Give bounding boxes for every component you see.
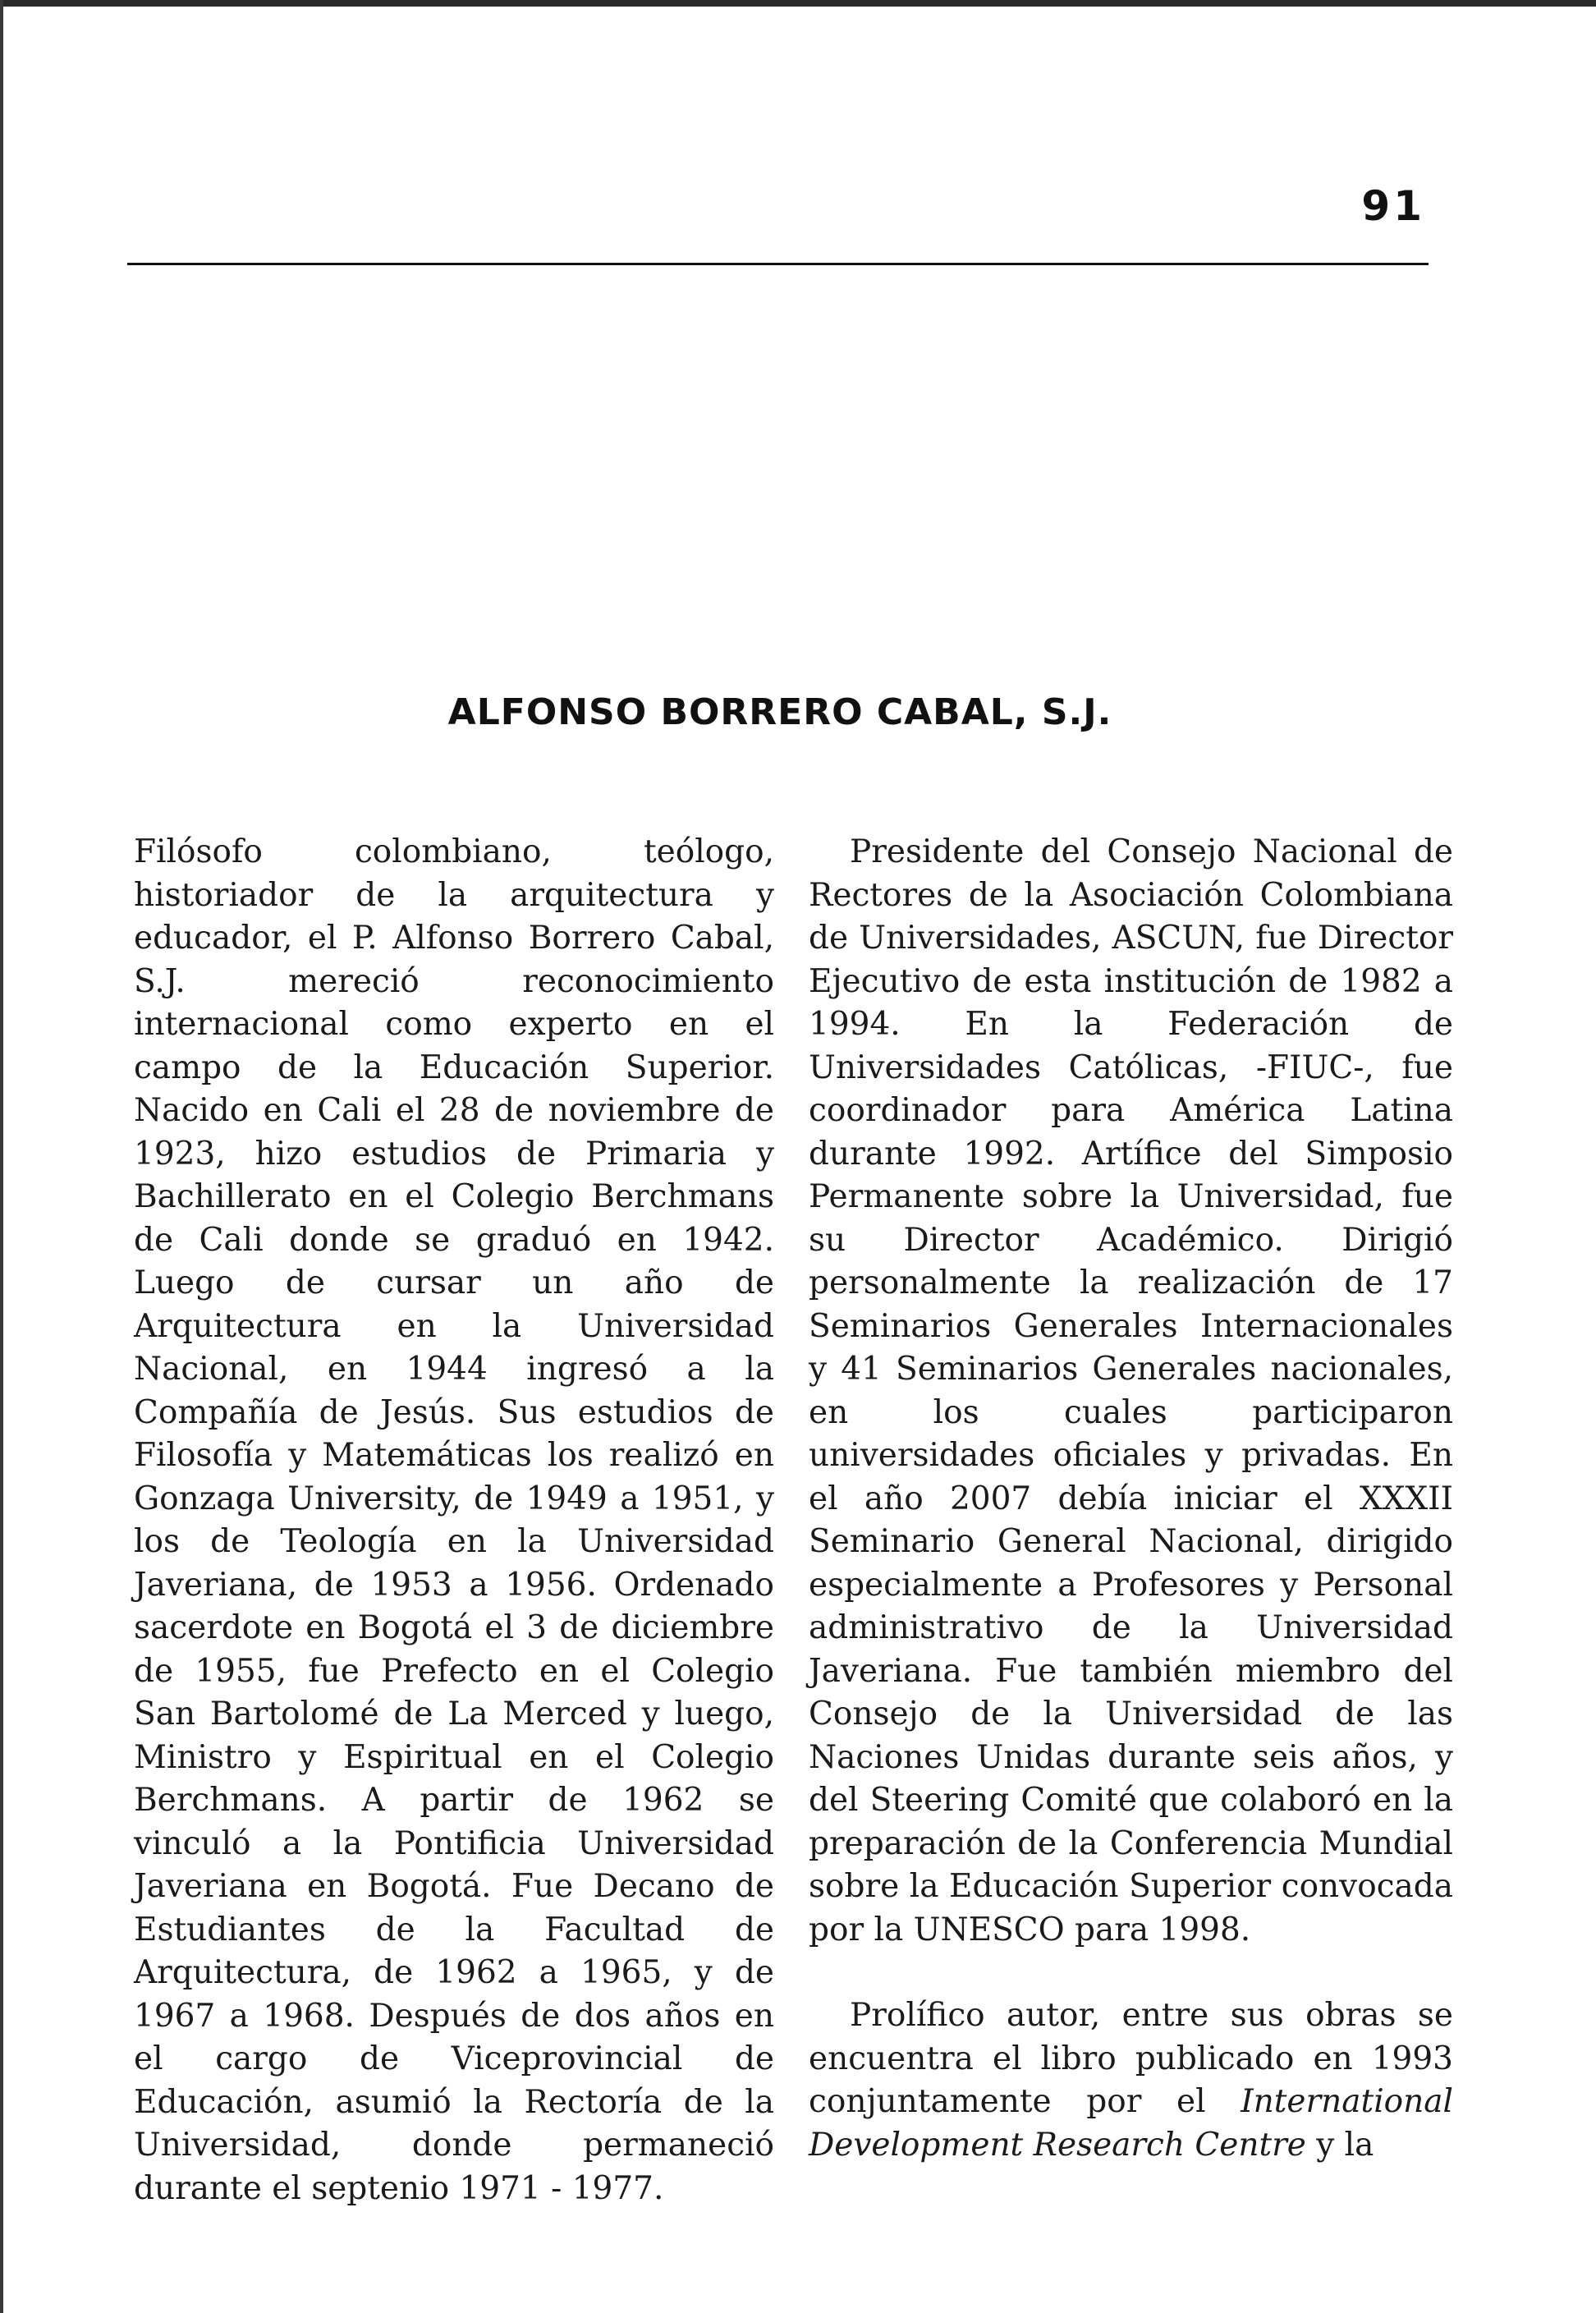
- right-paragraph-2: [809, 1994, 1453, 2167]
- page-edge-left: [0, 0, 3, 2313]
- page-edge-top: [0, 0, 1596, 7]
- left-paragraph-1: Filósofo colombiano, teólogo, historiador de la arquitectura y educador, el P. Alfonso Borrero Cabal, S.J. mereció reconocimiento internacional como experto en el campo de la Educación Superior. Nacido en Cali el 28 de noviembre de 1923, hizo estudios de Primaria y Bachillerato en el Colegio Berchmans de Cali donde se graduó en 1942. Luego de cursar un año de Arquitectura en la Universidad Nacional, en 1944 ingresó a la Compañía de Jesús. Sus estudios de Filosofía y Matemáticas los realizó en Gonzaga University, de 1949 a 1951, y los de Teología en la Universidad Javeriana, de 1953 a 1956. Ordenado sacerdote en Bogotá el 3 de diciembre de 1955, fue Prefecto en el Colegio San Bartolomé de La Merced y luego, Ministro y Espiritual en el Colegio Berchmans. A partir de 1962 se vinculó a la Pontificia Universidad Javeriana en Bogotá. Fue Decano de Estudiantes de la Facultad de Arquitectura, de 1962 a 1965, y de 1967 a 1968. Después de dos años en el cargo de Viceprovincial de Educación, asumió la Rectoría de la Universidad, donde permaneció durante el septenio 1971 - 1977.: [134, 833, 774, 2207]
- right-paragraph-2-end: y la: [1305, 2126, 1374, 2164]
- right-paragraph-2-start: Prolífico autor, entre sus obras se encuentra el libro publicado en 1993 conjuntamente por el: [809, 1997, 1453, 2120]
- article-title: ALFONSO BORRERO CABAL, S.J.: [447, 691, 1112, 733]
- right-paragraph-1: Presidente del Consejo Nacional de Rectores de la Asociación Colombiana de Universidades, ASCUN, fue Director Ejecutivo de esta institución de 1982 a 1994. En la Federación de Universidades Católicas, -FIUC-, fue coordinador para América Latina durante 1992. Artífice del Simposio Permanente sobre la Universidad, fue su Director Académico. Dirigió personalmente la realización de 17 Seminarios Generales Internacionales y 41 Seminarios Generales nacionales, en los cuales participaron universidades oficiales y privadas. En el año 2007 debía iniciar el XXXII Seminario General Nacional, dirigido especialmente a Profesores y Personal administrativo de la Universidad Javeriana. Fue también miembro del Consejo de la Universidad de las Naciones Unidas durante seis años, y del Steering Comité que colaboró en la preparación de la Conferencia Mundial sobre la Educación Superior convocada por la UNESCO para 1998.: [809, 833, 1453, 1948]
- right-column: [809, 831, 1453, 2167]
- right-paragraph-2-italic: International Development Research Centre: [809, 2083, 1453, 2164]
- page-number: 91: [1361, 182, 1425, 230]
- left-column: [134, 831, 774, 2210]
- header-rule: [127, 263, 1429, 265]
